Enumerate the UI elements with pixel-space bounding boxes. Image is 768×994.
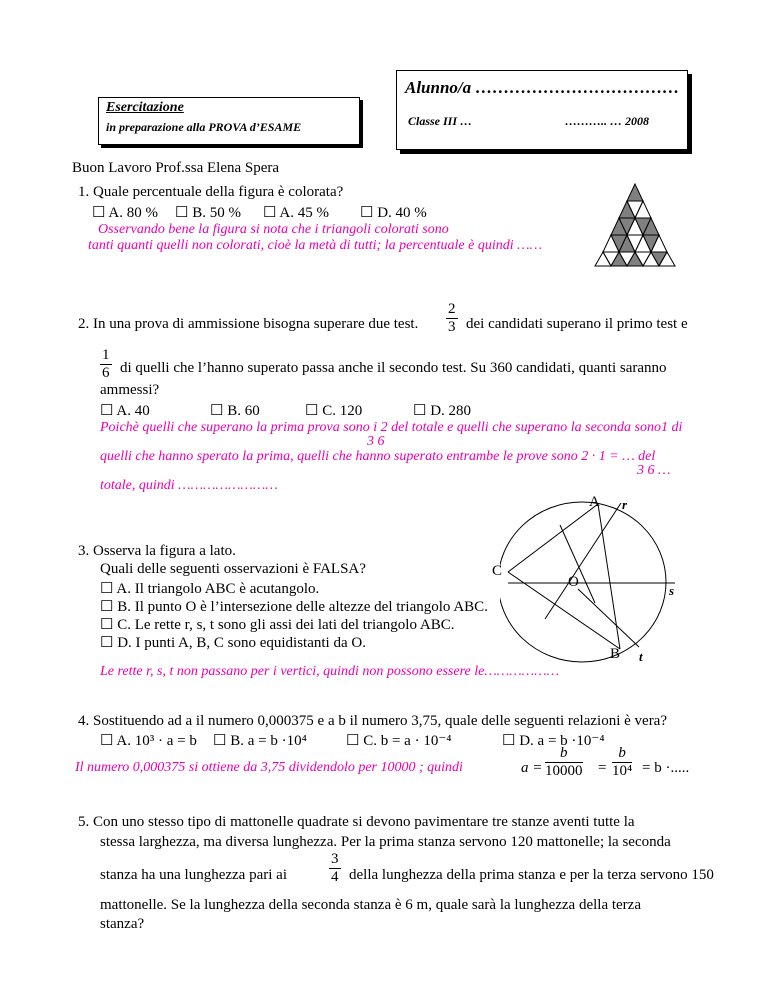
label-s: s — [669, 583, 675, 598]
circle-triangle-figure — [500, 495, 690, 665]
label-r: r — [622, 497, 628, 512]
q2-line3: ammessi? — [100, 382, 160, 398]
exercise-subtitle: in preparazione alla PROVA d’ESAME — [106, 120, 302, 134]
class-label: Classe III … — [408, 114, 473, 128]
label-o: O — [568, 574, 579, 590]
q4-option-b[interactable]: ☐ B. a = b ·10⁴ — [213, 733, 307, 749]
label-b: B — [610, 646, 621, 662]
q4-option-a[interactable]: ☐ A. 10³ · a = b — [100, 733, 197, 749]
side-ac — [508, 504, 598, 572]
q3-hint: Le rette r, s, t non passano per i vertici, quindi non possono essere le……………… — [100, 664, 560, 679]
q3-option-c[interactable]: ☐ C. Le rette r, s, t sono gli assi dei lati del triangolo ABC. — [100, 617, 455, 633]
label-a: A — [589, 494, 600, 510]
q4-option-c[interactable]: ☐ C. b = a · 10⁻⁴ — [346, 733, 452, 749]
q2-line1-b: dei candidati superano il primo test e — [466, 316, 688, 332]
q2-fraction-1-6: $\frac{1}{6}$ — [102, 347, 110, 381]
q3-option-a[interactable]: ☐ A. Il triangolo ABC è acutangolo. — [100, 581, 320, 597]
greeting: Buon Lavoro Prof.ssa Elena Spera — [72, 160, 280, 176]
q2-hint-line2: quelli che hanno sperato la prima, quelli che hanno superato entrambe le prove sono 2 · 1 = … del — [100, 449, 656, 464]
q5-line4: mattonelle. Se la lunghezza della seconda stanza è 6 m, quale sarà la lunghezza della terza — [100, 897, 641, 913]
q5-fraction-3-4: $\frac{3}{4}$ — [331, 851, 339, 885]
q1-hint-line1: Osservando bene la figura si nota che i triangoli colorati sono — [98, 222, 449, 237]
q2-hint-line1-denominators: 3 6 — [367, 434, 385, 449]
q4-fraction-b-10000: $\frac{b}{10000}$ — [545, 745, 583, 779]
q4-eq: = — [598, 760, 607, 776]
side-bc — [508, 572, 620, 649]
q5-line3-b: della lunghezza della prima stanza e per la terza servono 150 — [349, 867, 714, 883]
q2-hint-line3: totale, quindi …………………… — [100, 478, 278, 493]
q1-option-d[interactable]: ☐ D. 40 % — [360, 205, 427, 221]
q2-option-b[interactable]: ☐ B. 60 — [210, 403, 260, 419]
q4-option-d[interactable]: ☐ D. a = b ·10⁻⁴ — [502, 733, 605, 749]
side-ab — [598, 504, 620, 649]
q5-line1: 5. Con uno stesso tipo di mattonelle quadrate si devono pavimentare tre stanze aventi tutte la — [78, 814, 635, 830]
q3-line1: 3. Osserva la figura a lato. — [78, 543, 236, 559]
circumcircle — [500, 502, 666, 662]
q3-line2: Quali delle seguenti osservazioni è FALSA? — [100, 561, 366, 577]
q2-hint-line2-denominators: 3 6 … — [637, 463, 671, 478]
q3-option-b[interactable]: ☐ B. Il punto O è l’intersezione delle altezze del triangolo ABC. — [100, 599, 488, 615]
q2-line1-a: 2. In una prova di ammissione bisogna superare due test. — [78, 316, 419, 332]
q1-question: 1. Quale percentuale della figura è colorata? — [78, 184, 344, 200]
q2-option-a[interactable]: ☐ A. 40 — [100, 403, 150, 419]
q4-hint-a: a = — [521, 760, 543, 776]
label-t: t — [639, 649, 643, 664]
q4-hint-prefix: Il numero 0,000375 si ottiene da 3,75 dividendolo per 10000 ; quindi — [75, 760, 463, 775]
triangle-figure — [575, 182, 695, 268]
altezza-line — [560, 525, 595, 603]
q5-line5: stanza? — [100, 916, 145, 932]
line-t — [578, 589, 639, 647]
q5-line2: stessa larghezza, ma diversa lunghezza. Per la prima stanza servono 120 mattonelle; la seconda — [100, 834, 671, 850]
student-name-label: Alunno/a ……………………………… — [405, 78, 680, 97]
q2-option-d[interactable]: ☐ D. 280 — [413, 403, 472, 419]
q3-option-d[interactable]: ☐ D. I punti A, B, C sono equidistanti da O. — [100, 635, 366, 651]
q1-hint-line2: tanti quanti quelli non colorati, cioè la metà di tutti; la percentuale è quindi …… — [88, 238, 543, 253]
q2-fraction-2-3: $\frac{2}{3}$ — [448, 301, 456, 335]
exercise-title: Esercitazione — [106, 100, 184, 115]
q5-line3-a: stanza ha una lunghezza pari ai — [100, 867, 287, 883]
q4-question: 4. Sostituendo ad a il numero 0,000375 e a b il numero 3,75, quale delle seguenti relazioni è vera? — [78, 713, 667, 729]
date-label: ……….. … 2008 — [565, 114, 649, 128]
q4-hint-suffix: = b ·..... — [642, 760, 690, 776]
label-c: C — [492, 563, 503, 579]
q1-option-a[interactable]: ☐ A. 80 % — [92, 205, 158, 221]
q2-line2: di quelli che l’hanno superato passa anche il secondo test. Su 360 candidati, quanti saranno — [120, 360, 667, 376]
q4-fraction-b-10-4: $\frac{b}{\text{10⁴}}$ — [612, 745, 633, 779]
line-r — [545, 503, 621, 619]
q2-option-c[interactable]: ☐ C. 120 — [305, 403, 363, 419]
q1-option-c[interactable]: ☐ A. 45 % — [263, 205, 329, 221]
q2-hint-line1: Poichè quelli che superano la prima prova sono i 2 del totale e quelli che superano la seconda sono1 di — [100, 420, 683, 435]
q1-option-b[interactable]: ☐ B. 50 % — [175, 205, 241, 221]
